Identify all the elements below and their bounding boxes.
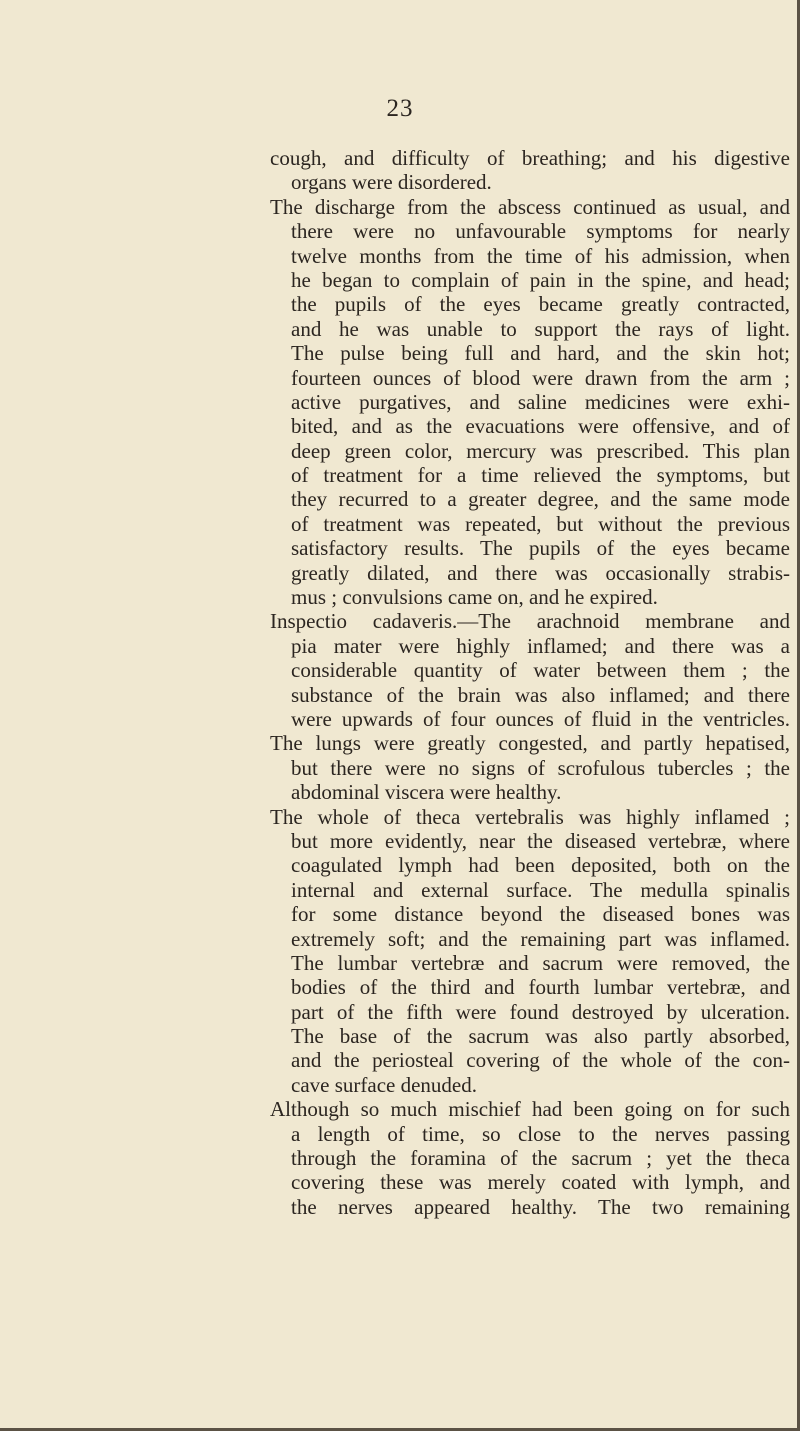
- text-line: of treatment for a time relieved the symptoms, but: [291, 463, 790, 488]
- text-line: they recurred to a greater degree, and the same mode: [291, 487, 790, 512]
- text-line: Inspectio cadaveris.—The arachnoid membrane and: [270, 609, 790, 634]
- text-line: internal and external surface. The medulla spinalis: [291, 877, 790, 902]
- text-line: bodies of the third and fourth lumbar vertebræ, and: [291, 975, 790, 1000]
- text-line: deep green color, mercury was prescribed. This plan: [291, 438, 790, 463]
- text-line: mus ; convulsions came on, and he expired.: [291, 585, 658, 610]
- text-line: a length of time, so close to the nerves passing: [291, 1121, 790, 1146]
- text-line: for some distance beyond the diseased bones was: [291, 902, 790, 927]
- text-line: twelve months from the time of his admission, when: [291, 243, 790, 268]
- body-text: [270, 146, 790, 1219]
- text-line: The lungs were greatly congested, and partly hepatised,: [270, 731, 790, 756]
- text-line: abdominal viscera were healthy.: [291, 780, 562, 805]
- text-line: of treatment was repeated, but without the previous: [291, 511, 790, 536]
- text-line: satisfactory results. The pupils of the eyes became: [291, 536, 790, 561]
- text-line: active purgatives, and saline medicines were exhi-: [291, 389, 790, 414]
- text-line: cave surface denuded.: [291, 1072, 477, 1097]
- text-line: organs were disordered.: [291, 170, 492, 195]
- text-line: through the foramina of the sacrum ; yet the theca: [291, 1146, 790, 1171]
- text-line: cough, and difficulty of breathing; and his digestive: [270, 146, 790, 170]
- text-line: were upwards of four ounces of fluid in the ventricles.: [291, 706, 790, 731]
- text-line: The lumbar vertebræ and sacrum were removed, the: [291, 950, 790, 975]
- text-line: The base of the sacrum was also partly absorbed,: [291, 1024, 790, 1049]
- text-line: the pupils of the eyes became greatly contracted,: [291, 292, 790, 317]
- text-line: fourteen ounces of blood were drawn from the arm ;: [291, 365, 790, 390]
- page-number: 23: [386, 95, 414, 122]
- text-line: but more evidently, near the diseased vertebræ, where: [291, 828, 790, 853]
- text-line: the nerves appeared healthy. The two remaining: [291, 1194, 790, 1219]
- text-line: and he was unable to support the rays of light.: [291, 316, 790, 341]
- text-line: pia mater were highly inflamed; and there was a: [291, 633, 790, 658]
- text-line: he began to complain of pain in the spine, and head;: [291, 267, 790, 292]
- text-line: and the periosteal covering of the whole of the con-: [291, 1048, 790, 1073]
- text-line: covering these was merely coated with lymph, and: [291, 1170, 790, 1195]
- text-line: considerable quantity of water between them ; the: [291, 658, 790, 683]
- text-line: but there were no signs of scrofulous tubercles ; the: [291, 755, 790, 780]
- text-line: The whole of theca vertebralis was highly inflamed ;: [270, 804, 790, 829]
- text-line: extremely soft; and the remaining part was inflamed.: [291, 926, 790, 951]
- text-line: substance of the brain was also inflamed; and there: [291, 682, 790, 707]
- text-line: part of the fifth were found destroyed by ulceration.: [291, 999, 790, 1024]
- text-line: The discharge from the abscess continued as usual, and: [270, 194, 790, 219]
- text-line: coagulated lymph had been deposited, both on the: [291, 853, 790, 878]
- text-line: Although so much mischief had been going on for such: [270, 1097, 790, 1122]
- text-line: The pulse being full and hard, and the skin hot;: [291, 341, 790, 366]
- text-line: there were no unfavourable symptoms for nearly: [291, 219, 790, 244]
- text-line: bited, and as the evacuations were offensive, and of: [291, 414, 790, 439]
- text-line: greatly dilated, and there was occasionally strabis-: [291, 560, 790, 585]
